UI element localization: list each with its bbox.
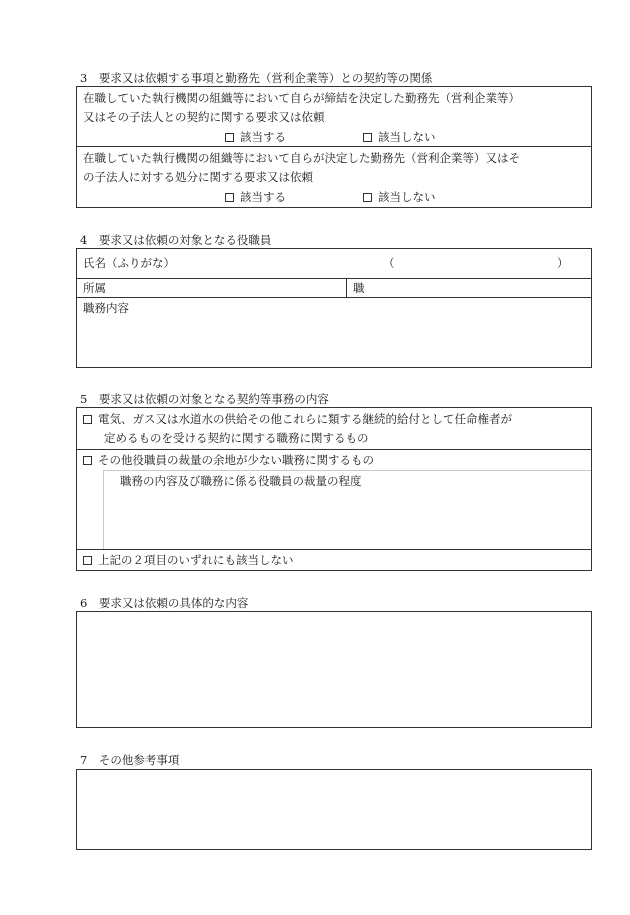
checkbox-icon[interactable] — [83, 456, 92, 465]
section-5-title: 5 要求又は依頼の対象となる契約等事務の内容 — [80, 392, 329, 406]
name-open-paren: （ — [383, 256, 395, 270]
checkbox-icon[interactable] — [83, 556, 92, 565]
option-none-text: 上記の２項目のいずれにも該当しない — [83, 552, 294, 568]
dept-label: 所属 — [83, 281, 106, 295]
section-5-box — [76, 407, 592, 571]
section-3-title: 3 要求又は依頼する事項と勤務先（営利企業等）との契約等の関係 — [80, 71, 433, 85]
checkbox-icon[interactable] — [363, 133, 372, 142]
item-disposition-text-2: の子法人に対する処分に関する要求又は依頼 — [83, 170, 313, 184]
item-contract-text-1: 在職していた執行機関の組織等において自らが締結を決定した勤務先（営利企業等） — [83, 91, 520, 105]
section-4-box — [76, 248, 592, 368]
option-utilities-text-2: 定めるものを受ける契約に関する職務に関するもの — [104, 431, 369, 445]
name-label: 氏名（ふりがな） — [83, 256, 175, 270]
checkbox-icon[interactable] — [225, 133, 234, 142]
section-3-item-contract — [77, 87, 591, 147]
section-5-option-utilities[interactable] — [77, 408, 591, 450]
post-label: 職 — [353, 281, 365, 295]
checkbox-icon[interactable] — [83, 415, 92, 424]
checkbox-icon[interactable] — [363, 193, 372, 202]
section-6-title: 6 要求又は依頼の具体的な内容 — [80, 596, 249, 610]
name-row[interactable] — [77, 249, 591, 279]
yes-label: 該当する — [240, 190, 286, 204]
dept-cell[interactable] — [77, 279, 347, 297]
item-disposition-yes-option[interactable] — [225, 189, 286, 205]
name-close-paren: ） — [557, 256, 569, 270]
no-label: 該当しない — [378, 130, 436, 144]
post-cell[interactable] — [347, 279, 591, 297]
item-disposition-no-option[interactable] — [363, 189, 436, 205]
section-3-item-disposition — [77, 147, 591, 207]
section-5-option-low-discretion[interactable] — [77, 450, 591, 550]
section-6-content-field[interactable] — [76, 611, 592, 728]
discretion-detail-field[interactable] — [103, 470, 591, 549]
option-low-discretion-text: その他役職員の裁量の余地が少ない職務に関するもの — [83, 452, 374, 468]
duty-row[interactable] — [77, 298, 591, 367]
section-7-title: 7 その他参考事項 — [80, 753, 180, 767]
dept-post-row — [77, 279, 591, 298]
section-5-option-none[interactable] — [77, 550, 591, 570]
section-7-notes-field[interactable] — [76, 769, 592, 850]
section-4-title: 4 要求又は依頼の対象となる役職員 — [80, 233, 272, 247]
duty-label: 職務内容 — [83, 301, 129, 315]
discretion-detail-label: 職務の内容及び職務に係る役職員の裁量の程度 — [120, 474, 362, 488]
section-3-box — [76, 86, 592, 208]
option-utilities-text-1: 電気、ガス又は水道水の供給その他これらに類する継続的給付として任命権者が — [83, 411, 512, 427]
item-contract-text-2: 又はその子法人との契約に関する要求又は依頼 — [83, 110, 325, 124]
item-contract-no-option[interactable] — [363, 129, 436, 145]
no-label: 該当しない — [378, 190, 436, 204]
yes-label: 該当する — [240, 130, 286, 144]
item-contract-yes-option[interactable] — [225, 129, 286, 145]
item-disposition-text-1: 在職していた執行機関の組織等において自らが決定した勤務先（営利企業等）又はそ — [83, 151, 520, 165]
checkbox-icon[interactable] — [225, 193, 234, 202]
